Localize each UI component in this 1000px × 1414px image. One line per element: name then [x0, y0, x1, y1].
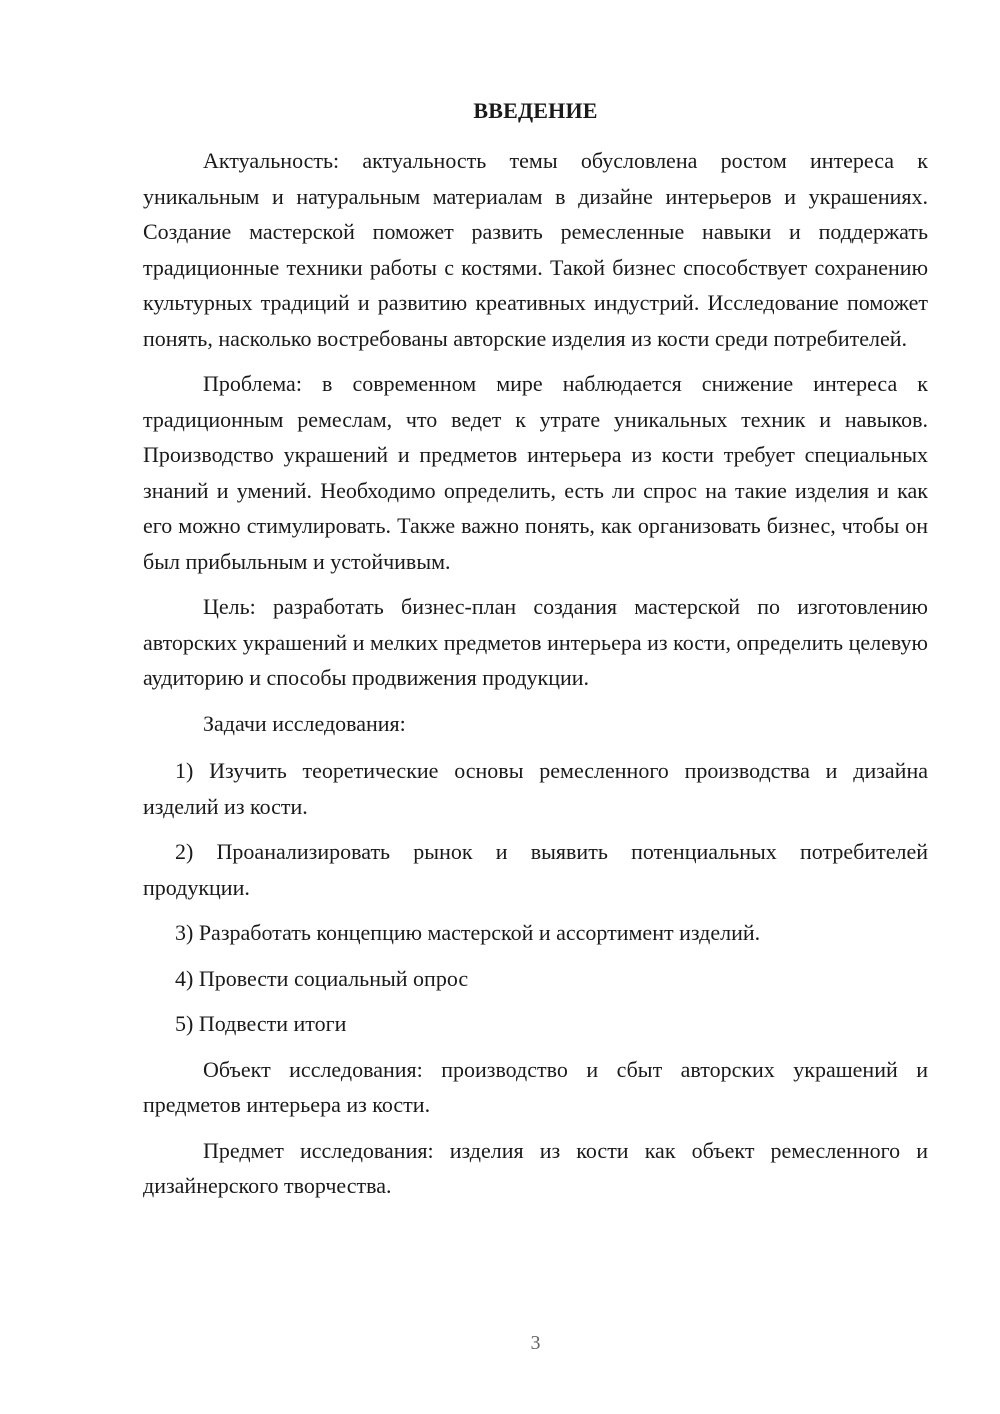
task-item-1: 1) Изучить теоретические основы ремесленного производства и дизайна изделий из кости.	[143, 758, 928, 819]
paragraph-problem: Проблема: в современном мире наблюдается снижение интереса к традиционным ремеслам, что ведет к утрате уникальных техник и навыков. Производство украшений и предметов интерьера из кости требует специальных знаний и умений. Необходимо определить, есть ли спрос на такие изделия и как его можно стимулировать. Также важно понять, как организовать бизнес, чтобы он был прибыльным и устойчивым.	[143, 371, 928, 574]
page-title: ВВЕДЕНИЕ	[473, 98, 598, 123]
task-item-2: 2) Проанализировать рынок и выявить потенциальных потребителей продукции.	[143, 839, 928, 900]
paragraph-object: Объект исследования: производство и сбыт авторских украшений и предметов интерьера из кости.	[143, 1056, 928, 1117]
tasks-heading: Задачи исследования:	[203, 710, 406, 736]
task-item-3: 3) Разработать концепцию мастерской и ассортимент изделий.	[175, 920, 761, 945]
paragraph-subject: Предмет исследования: изделия из кости как объект ремесленного и дизайнерского творчества.	[143, 1137, 928, 1198]
paragraph-goal: Цель: разработать бизнес-план создания мастерской по изготовлению авторских украшений и мелких предметов интерьера из кости, определить целевую аудиторию и способы продвижения продукции.	[143, 594, 928, 690]
document-page	[143, 0, 928, 1414]
paragraph-relevance: Актуальность: актуальность темы обусловлена ростом интереса к уникальным и натуральным материалам в дизайне интерьеров и украшениях. Создание мастерской поможет развить ремесленные навыки и поддержать традиционные техники работы с костями. Такой бизнес способствует сохранению культурных традиций и развитию креативных индустрий. Исследование поможет понять, насколько востребованы авторские изделия из кости среди потребителей.	[143, 148, 928, 351]
page-number: 3	[530, 1332, 541, 1354]
document-body	[143, 143, 928, 1214]
task-item-4: 4) Провести социальный опрос	[175, 965, 469, 991]
task-item-5: 5) Подвести итоги	[175, 1011, 347, 1036]
